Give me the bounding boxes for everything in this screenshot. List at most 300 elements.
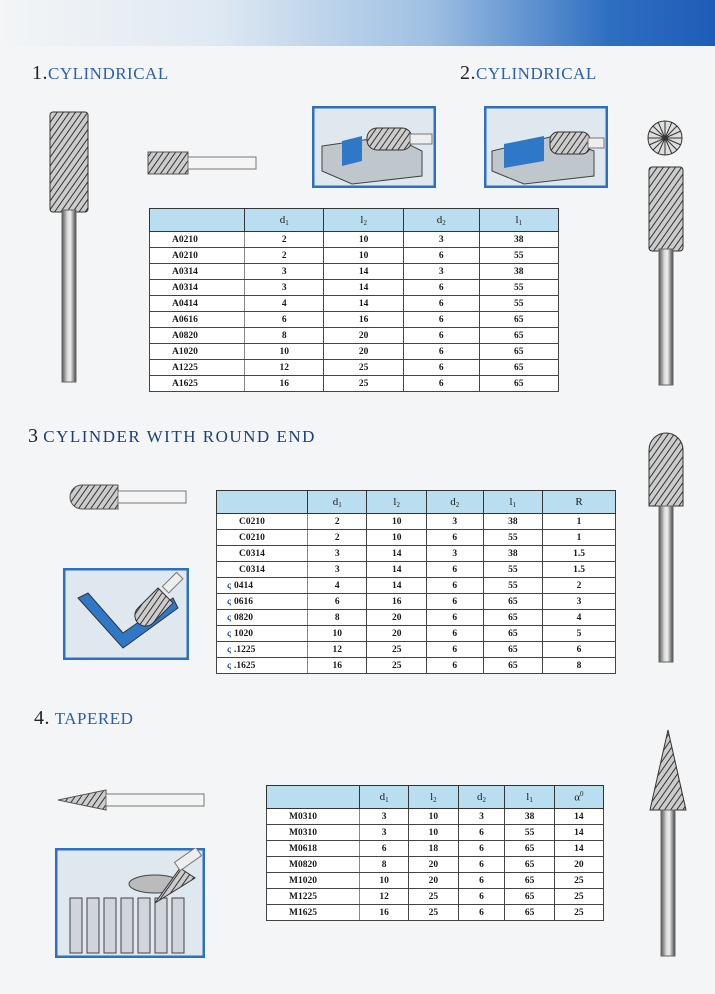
table-row: [217, 610, 616, 626]
cell-value: [543, 546, 616, 562]
code-text: A0820: [172, 330, 198, 341]
table-row: [217, 578, 616, 594]
value-text: 25: [574, 891, 584, 902]
value-text: 6: [479, 827, 484, 838]
section-3-number: 3: [28, 425, 39, 447]
code-text: .1625: [234, 660, 256, 671]
cell-value: [403, 376, 479, 392]
table-header-row: [267, 786, 604, 809]
column-header-d1: $d_1$: [308, 491, 367, 514]
table-row: [150, 360, 559, 376]
section-4-title: TAPERED: [54, 709, 134, 728]
table-row: [217, 546, 616, 562]
round-end-burr-sketch-icon: [66, 482, 188, 512]
cell-value: [360, 905, 409, 921]
value-text: 14: [358, 266, 369, 277]
value-text: 4: [281, 298, 287, 309]
cell-value: [245, 232, 324, 248]
value-text: 3: [438, 266, 444, 277]
column-header-l1: $l_1$: [479, 209, 558, 232]
table-row: [267, 809, 604, 825]
cell-value: [409, 905, 458, 921]
cell-value: [245, 312, 324, 328]
table-row: [150, 344, 559, 360]
value-text: 6: [438, 346, 444, 357]
cell-code: [217, 514, 308, 530]
cell-value: [308, 562, 367, 578]
cylindrical-endcut-use-illustration-icon: [484, 106, 608, 188]
value-text: 6: [452, 644, 458, 655]
value-text: 6: [452, 564, 458, 575]
cell-code: [150, 248, 245, 264]
value-text: 16: [358, 314, 369, 325]
column-header-d2: $d_2$: [403, 209, 479, 232]
value-text: 6: [334, 596, 340, 607]
cell-value: [367, 642, 426, 658]
column-header-l1: $l_1$: [483, 491, 542, 514]
tapered-use-illustration-icon: [55, 848, 205, 958]
cell-value: [483, 642, 542, 658]
column-header-l2: $l_2$: [367, 491, 426, 514]
value-text: 14: [391, 580, 402, 591]
value-text: 10: [391, 516, 402, 527]
cell-value: [308, 578, 367, 594]
table-row: [150, 328, 559, 344]
round-end-use-illustration-icon: [63, 568, 189, 660]
value-text: 16: [279, 378, 289, 389]
cell-value: [324, 360, 403, 376]
value-text: 55: [514, 250, 524, 261]
cell-value: [458, 905, 505, 921]
cell-value: [360, 857, 409, 873]
cell-value: [367, 658, 426, 674]
value-text: 1.5: [573, 564, 585, 575]
value-text: 16: [391, 596, 402, 607]
cell-code: [150, 312, 245, 328]
value-text: 6: [479, 907, 484, 918]
cell-value: [505, 889, 554, 905]
value-text: 8: [576, 660, 582, 671]
value-text: 6: [381, 843, 387, 854]
cell-code: [217, 626, 308, 642]
table-row: [217, 626, 616, 642]
cell-code: [150, 280, 245, 296]
code-text: A1225: [172, 362, 198, 373]
cell-value: [426, 626, 483, 642]
column-header-code: [217, 491, 308, 514]
cylindrical-endcut-burr-photo-icon: [646, 165, 686, 389]
table-header-row: [150, 209, 559, 232]
value-text: 14: [391, 564, 402, 575]
value-text: 65: [514, 378, 524, 389]
table-row: [217, 530, 616, 546]
cell-value: [479, 248, 558, 264]
value-text: 65: [508, 596, 518, 607]
value-text: 6: [452, 596, 458, 607]
value-text: 65: [508, 628, 518, 639]
cell-value: [324, 376, 403, 392]
value-text: 20: [358, 330, 369, 341]
cell-value: [403, 264, 479, 280]
tapered-burr-sketch-icon: [56, 788, 206, 812]
cell-value: [308, 530, 367, 546]
column-header-d2: $d_2$: [458, 786, 505, 809]
value-text: 2: [281, 234, 287, 245]
value-text: 38: [508, 548, 518, 559]
cell-value: [554, 889, 603, 905]
value-text: 25: [391, 660, 402, 671]
value-text: 3: [452, 548, 458, 559]
cell-value: [426, 546, 483, 562]
table-row: [267, 857, 604, 873]
cell-code: [217, 530, 308, 546]
column-header-code: [150, 209, 245, 232]
cell-value: [479, 280, 558, 296]
table-row: [217, 642, 616, 658]
table-row: [217, 562, 616, 578]
cell-value: [245, 344, 324, 360]
value-text: 6: [452, 628, 458, 639]
value-text: 1.5: [573, 548, 585, 559]
cell-value: [367, 594, 426, 610]
cell-value: [426, 642, 483, 658]
cell-value: [367, 578, 426, 594]
cell-value: [483, 530, 542, 546]
cell-value: [543, 562, 616, 578]
cell-value: [409, 809, 458, 825]
value-text: 3: [281, 266, 287, 277]
code-text: A0210: [172, 234, 198, 245]
value-text: 55: [514, 282, 524, 293]
value-text: 20: [391, 612, 402, 623]
value-text: 6: [281, 314, 287, 325]
cell-value: [458, 889, 505, 905]
cell-value: [245, 280, 324, 296]
value-text: 25: [574, 907, 584, 918]
value-text: 12: [332, 644, 342, 655]
code-text: M0618: [289, 843, 317, 854]
cell-code: [150, 232, 245, 248]
cell-value: [245, 328, 324, 344]
value-text: 2: [334, 516, 340, 527]
code-text: M1020: [289, 875, 317, 886]
cell-value: [245, 296, 324, 312]
value-text: 65: [524, 859, 535, 870]
cell-value: [479, 232, 558, 248]
cell-value: [479, 344, 558, 360]
value-text: 14: [574, 811, 584, 822]
value-text: 6: [452, 612, 458, 623]
cell-value: [483, 610, 542, 626]
value-text: 20: [428, 859, 439, 870]
cell-value: [308, 610, 367, 626]
column-header-l2: $l_2$: [409, 786, 458, 809]
value-text: 12: [379, 891, 389, 902]
value-text: 25: [574, 875, 584, 886]
cylindrical-burr-photo-icon: [46, 110, 90, 386]
value-text: 3: [438, 234, 444, 245]
value-text: 25: [391, 644, 402, 655]
code-text: M1625: [289, 907, 317, 918]
cell-value: [554, 841, 603, 857]
c-mark-icon: ς: [227, 596, 232, 607]
column-header-alpha: $\alpha^0$: [554, 786, 603, 809]
cell-value: [458, 841, 505, 857]
cell-value: [360, 825, 409, 841]
cell-value: [483, 578, 542, 594]
value-text: 3: [334, 564, 340, 575]
cell-value: [426, 578, 483, 594]
cylindrical-use-illustration-icon: [312, 106, 436, 188]
cell-value: [543, 594, 616, 610]
value-text: 65: [524, 891, 535, 902]
cell-value: [543, 578, 616, 594]
code-text: A0414: [172, 298, 198, 309]
code-text: C0210: [239, 516, 265, 527]
value-text: 6: [479, 843, 484, 854]
cell-value: [479, 360, 558, 376]
value-text: 25: [358, 378, 369, 389]
table-header-row: [217, 491, 616, 514]
code-text: A0314: [172, 266, 198, 277]
cell-value: [426, 562, 483, 578]
cell-value: [479, 264, 558, 280]
value-text: 38: [524, 811, 535, 822]
cell-value: [308, 626, 367, 642]
value-text: 25: [428, 907, 439, 918]
cell-value: [409, 825, 458, 841]
cell-code: [217, 594, 308, 610]
value-text: 65: [524, 875, 535, 886]
value-text: 6: [438, 298, 444, 309]
round-end-burr-photo-icon: [646, 430, 686, 666]
value-text: 1: [576, 516, 582, 527]
cell-value: [483, 658, 542, 674]
value-text: 14: [391, 548, 402, 559]
value-text: 2: [334, 532, 340, 543]
value-text: 25: [428, 891, 439, 902]
cell-value: [505, 825, 554, 841]
code-text: M0310: [289, 811, 317, 822]
cell-value: [360, 873, 409, 889]
cell-value: [308, 514, 367, 530]
cell-value: [505, 809, 554, 825]
value-text: 14: [358, 298, 369, 309]
table-row: [150, 280, 559, 296]
cell-value: [245, 360, 324, 376]
cell-value: [360, 889, 409, 905]
column-header-r: R: [543, 491, 616, 514]
cell-code: [267, 905, 360, 921]
cell-value: [308, 658, 367, 674]
table-row: [267, 873, 604, 889]
cell-value: [483, 594, 542, 610]
cell-value: [479, 312, 558, 328]
value-text: 3: [479, 811, 484, 822]
cell-value: [360, 841, 409, 857]
cell-code: [150, 344, 245, 360]
cell-value: [403, 296, 479, 312]
value-text: 2: [576, 580, 582, 591]
cell-value: [245, 376, 324, 392]
cell-value: [409, 857, 458, 873]
cell-value: [324, 312, 403, 328]
cell-value: [458, 857, 505, 873]
cell-code: [217, 642, 308, 658]
value-text: 3: [452, 516, 458, 527]
cell-value: [554, 809, 603, 825]
cell-value: [554, 825, 603, 841]
section-1-title: CYLINDRICAL: [48, 64, 169, 83]
column-header-l1: $l_1$: [505, 786, 554, 809]
cell-value: [324, 328, 403, 344]
section-3-heading: [28, 425, 316, 448]
value-text: 20: [358, 346, 369, 357]
value-text: 14: [358, 282, 369, 293]
cell-value: [409, 889, 458, 905]
tapered-burr-photo-icon: [648, 728, 688, 960]
value-text: 38: [514, 234, 524, 245]
cell-value: [426, 658, 483, 674]
cell-value: [483, 626, 542, 642]
tapered-spec-table: [266, 785, 604, 921]
table-row: [150, 376, 559, 392]
value-text: 65: [524, 843, 535, 854]
value-text: 6: [452, 532, 458, 543]
value-text: 6: [576, 644, 582, 655]
code-text: 1020: [234, 628, 254, 639]
cell-value: [324, 296, 403, 312]
cell-value: [409, 841, 458, 857]
c-mark-icon: ς: [227, 580, 232, 591]
value-text: 10: [391, 532, 402, 543]
code-text: C0314: [239, 548, 265, 559]
cell-code: [267, 873, 360, 889]
value-text: 38: [514, 266, 524, 277]
cell-value: [458, 809, 505, 825]
section-2-title: CYLINDRICAL: [476, 64, 597, 83]
cell-code: [267, 857, 360, 873]
cell-value: [367, 610, 426, 626]
code-text: .1225: [234, 644, 256, 655]
value-text: 3: [381, 811, 387, 822]
cell-value: [403, 232, 479, 248]
value-text: 65: [508, 612, 518, 623]
value-text: 5: [576, 628, 582, 639]
cell-value: [483, 562, 542, 578]
cell-value: [554, 857, 603, 873]
cell-value: [403, 312, 479, 328]
table-row: [217, 594, 616, 610]
cell-value: [403, 344, 479, 360]
table-row: [150, 264, 559, 280]
value-text: 10: [379, 875, 389, 886]
value-text: 3: [576, 596, 582, 607]
cell-value: [324, 248, 403, 264]
column-header-d2: $d_2$: [426, 491, 483, 514]
cell-value: [367, 546, 426, 562]
table-row: [217, 658, 616, 674]
round-end-spec-table: [216, 490, 616, 674]
cell-code: [267, 825, 360, 841]
cell-value: [505, 841, 554, 857]
value-text: 6: [438, 282, 444, 293]
value-text: 65: [524, 907, 535, 918]
cylindrical-spec-table: [149, 208, 559, 392]
cell-value: [409, 873, 458, 889]
cell-value: [426, 594, 483, 610]
cell-value: [245, 264, 324, 280]
cylindrical-burr-sketch-icon: [146, 150, 258, 176]
value-text: 3: [381, 827, 387, 838]
cell-value: [479, 376, 558, 392]
header-gradient-bar: [0, 0, 715, 46]
code-text: 0820: [234, 612, 254, 623]
code-text: C0314: [239, 564, 265, 575]
cell-value: [543, 658, 616, 674]
cell-value: [403, 328, 479, 344]
value-text: 10: [332, 628, 342, 639]
c-mark-icon: ς: [227, 660, 232, 671]
cell-value: [458, 825, 505, 841]
section-1-heading: [32, 62, 169, 85]
value-text: 65: [508, 660, 518, 671]
value-text: 3: [281, 282, 287, 293]
value-text: 6: [438, 314, 444, 325]
value-text: 10: [428, 827, 439, 838]
value-text: 8: [334, 612, 340, 623]
table-row: [267, 889, 604, 905]
cell-code: [217, 562, 308, 578]
c-mark-icon: ς: [227, 644, 232, 655]
value-text: 8: [381, 859, 387, 870]
value-text: 6: [479, 891, 484, 902]
value-text: 6: [438, 362, 444, 373]
cell-value: [308, 642, 367, 658]
cell-value: [479, 296, 558, 312]
table-row: [267, 841, 604, 857]
section-4-heading: [34, 707, 133, 730]
value-text: 16: [379, 907, 389, 918]
value-text: 65: [508, 644, 518, 655]
value-text: 10: [358, 234, 369, 245]
cell-code: [150, 296, 245, 312]
value-text: 25: [358, 362, 369, 373]
cell-code: [150, 328, 245, 344]
code-text: M0310: [289, 827, 317, 838]
cell-code: [150, 376, 245, 392]
value-text: 2: [281, 250, 287, 261]
cell-value: [403, 248, 479, 264]
c-mark-icon: ς: [227, 612, 232, 623]
cell-value: [479, 328, 558, 344]
cell-code: [267, 809, 360, 825]
value-text: 65: [514, 346, 524, 357]
cell-value: [245, 248, 324, 264]
code-text: A0616: [172, 314, 198, 325]
value-text: 20: [574, 859, 584, 870]
cell-value: [308, 546, 367, 562]
cell-value: [505, 905, 554, 921]
value-text: 8: [281, 330, 287, 341]
cell-value: [483, 546, 542, 562]
cell-value: [324, 280, 403, 296]
code-text: 0616: [234, 596, 254, 607]
cell-value: [324, 264, 403, 280]
value-text: 55: [508, 564, 518, 575]
value-text: 55: [508, 532, 518, 543]
cell-code: [217, 546, 308, 562]
